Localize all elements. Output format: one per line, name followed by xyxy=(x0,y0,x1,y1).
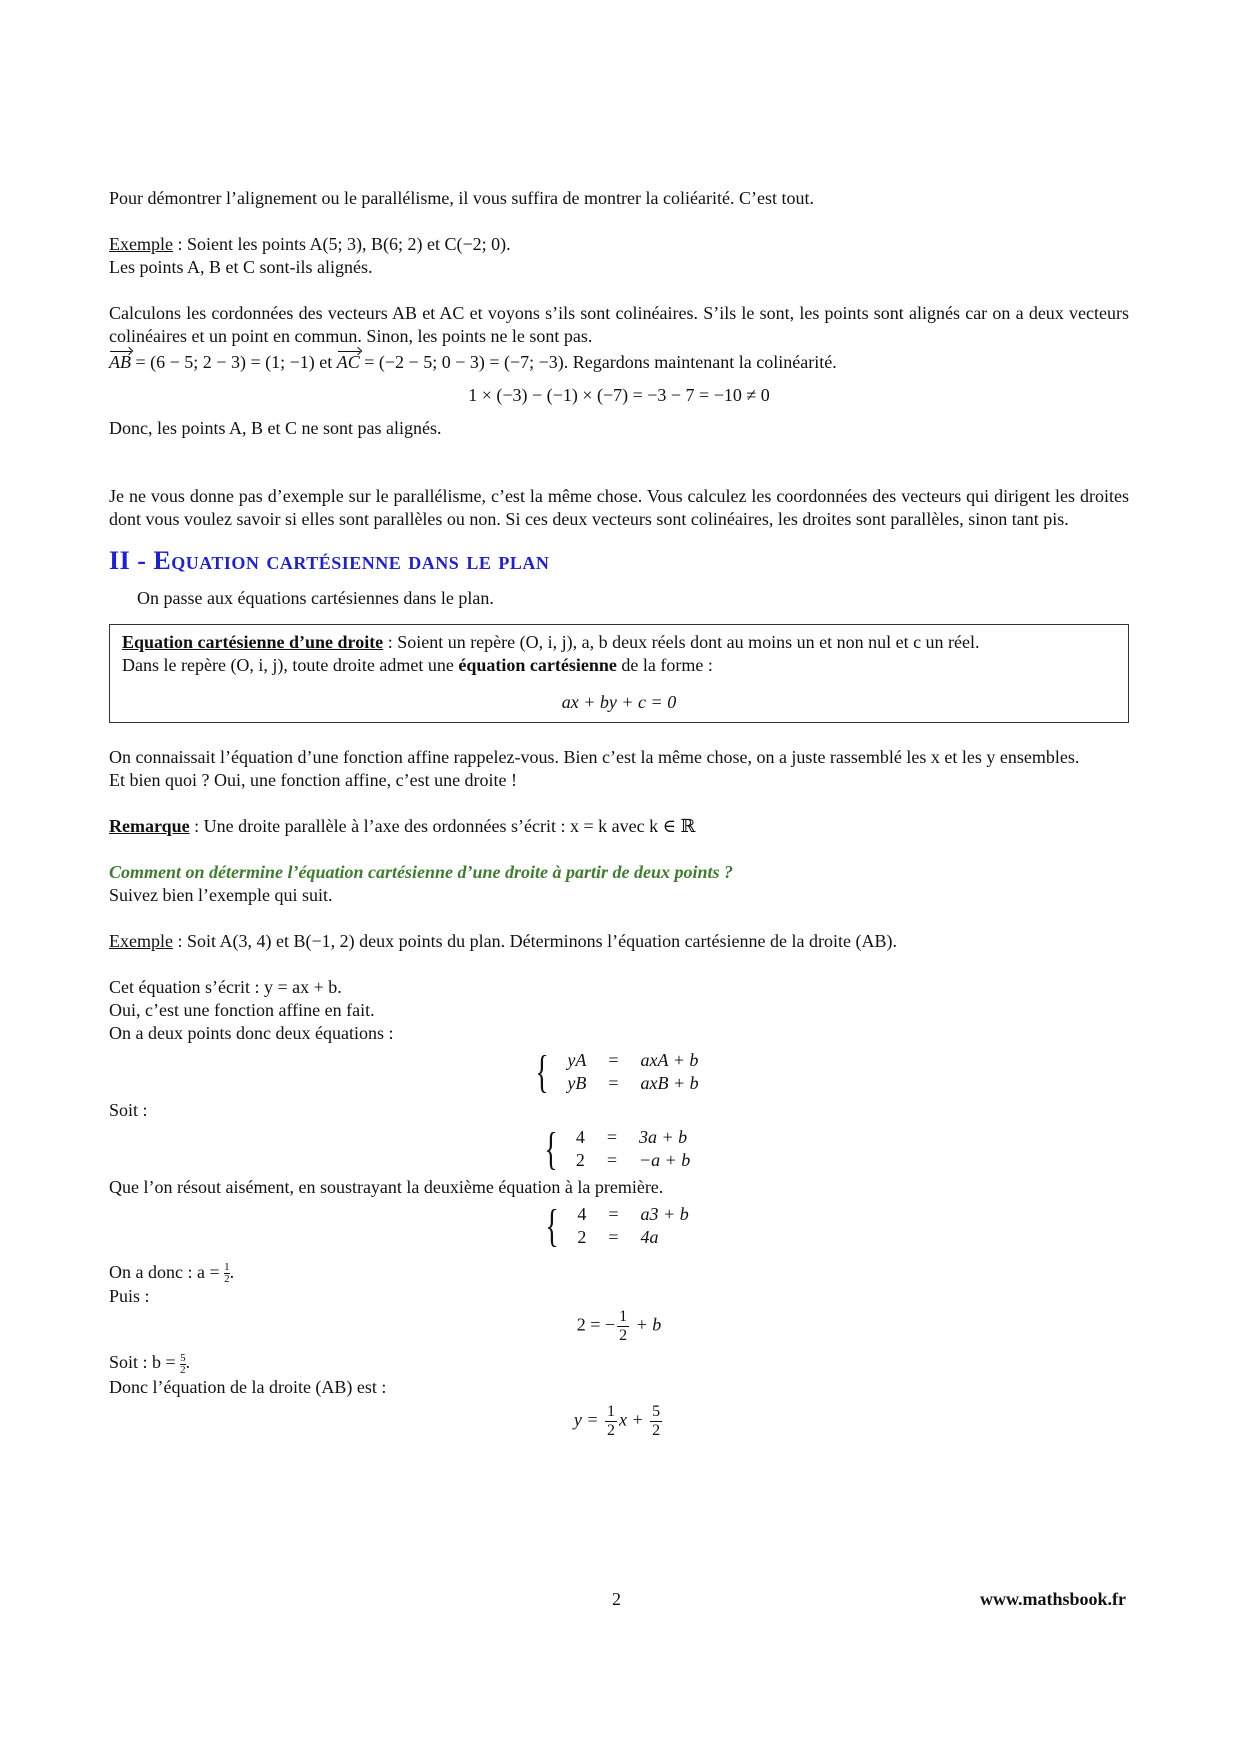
page-content xyxy=(109,187,1129,1440)
soit-line: Soit : xyxy=(109,1100,148,1120)
section-title: II - Equation cartésienne dans le plan xyxy=(109,546,550,575)
b-equation xyxy=(109,1308,1129,1345)
donc-a-text: On a donc : a = xyxy=(109,1262,225,1282)
sys1-r2-eq: = xyxy=(608,1073,619,1093)
sys1-r1-right: axA + b xyxy=(640,1050,699,1070)
a-num: 1 xyxy=(224,1261,230,1274)
vector-ac: AC xyxy=(337,348,360,371)
example2-l2: Oui, c’est une fonction affine en fait. xyxy=(109,1000,375,1020)
example1-line2: Les points A, B et C sont-ils alignés. xyxy=(109,257,373,277)
final-left: y = xyxy=(573,1409,603,1430)
final-den2: 2 xyxy=(652,1421,661,1439)
sys2-r2-right: −a + b xyxy=(638,1150,691,1170)
a-fraction xyxy=(224,1262,230,1285)
example2-l1: Cet équation s’écrit : y = ax + b. xyxy=(109,977,342,997)
question-heading: Comment on détermine l’équation cartésienne d’une droite à partir de deux points ? xyxy=(109,862,734,882)
definition-text2-end: de la forme : xyxy=(616,655,713,675)
final-fraction-2 xyxy=(650,1403,662,1440)
final-equation xyxy=(109,1403,1129,1440)
sys3-r2-left: 2 xyxy=(577,1227,587,1247)
sys1-r1-eq: = xyxy=(608,1050,619,1070)
sys1-r1-left: yA xyxy=(567,1050,587,1070)
sys2-r2-eq: = xyxy=(606,1150,617,1170)
intro-paragraph: Pour démontrer l’alignement ou le parallélisme, il vous suffira de montrer la coliéarité. C’est tout. xyxy=(109,188,814,208)
b-eq-right: + b xyxy=(631,1315,662,1335)
b-eq-fraction xyxy=(617,1308,629,1345)
system-2 xyxy=(109,1123,1129,1174)
section-intro: On passe aux équations cartésiennes dans le plan. xyxy=(137,588,494,608)
soit-b-text: Soit : b = xyxy=(109,1352,181,1373)
vector-ac-value: = (−2 − 5; 0 − 3) = (−7; −3). Regardons maintenant la colinéarité. xyxy=(359,352,837,372)
example2-label: Exemple xyxy=(109,931,173,951)
b-den: 2 xyxy=(180,1363,186,1376)
b-eq-den: 2 xyxy=(619,1327,628,1345)
sys3-r1-eq: = xyxy=(608,1204,619,1224)
example1-text: : Soient les points A(5; 3), B(6; 2) et C(−2; 0). xyxy=(172,234,511,254)
example2-l3: On a deux points donc deux équations : xyxy=(109,1023,394,1043)
donc-eq-line: Donc l’équation de la droite (AB) est : xyxy=(109,1376,387,1397)
a-den: 2 xyxy=(224,1273,230,1286)
sys1-r2-left: yB xyxy=(567,1073,587,1093)
sys3-r2-right: 4a xyxy=(640,1227,659,1247)
final-num2: 5 xyxy=(652,1402,661,1420)
example2-line xyxy=(109,930,1129,953)
sys2-r2-left: 2 xyxy=(575,1150,585,1170)
b-eq-left: 2 = − xyxy=(576,1315,616,1335)
final-den1: 2 xyxy=(607,1421,615,1439)
definition-bold: équation cartésienne xyxy=(458,655,617,675)
puis-line: Puis : xyxy=(109,1286,150,1307)
vector-ab-value: = (6 − 5; 2 − 3) = (1; −1) et xyxy=(131,352,337,372)
brace-icon: { xyxy=(545,1200,559,1251)
sys3-r2-eq: = xyxy=(608,1227,619,1247)
vector-ab: AB xyxy=(109,348,131,371)
final-mid: x + xyxy=(619,1409,649,1430)
sys2-r1-eq: = xyxy=(606,1127,617,1147)
system-3 xyxy=(109,1200,1129,1251)
sys2-r1-right: 3a + b xyxy=(638,1127,688,1147)
final-num1: 1 xyxy=(607,1402,615,1420)
parallel-paragraph: Je ne vous donne pas d’exemple sur le parallélisme, c’est la même chose. Vous calculez les coordonnées des vecteurs qui dirigent les droites dont vous voulez savoir si elles sont parallèles ou non. Si ces deux vecteurs sont colinéaires, les droites sont parallèles, sinon tant pis. xyxy=(109,486,1129,529)
definition-line1 xyxy=(122,631,1116,654)
remark-text: : Une droite parallèle à l’axe des ordonnées s’écrit : x = k avec k ∈ ℝ xyxy=(189,816,696,836)
site-link[interactable]: www.mathsbook.fr xyxy=(979,1589,1126,1609)
b-num: 5 xyxy=(180,1351,186,1364)
sys3-r1-right: a3 + b xyxy=(640,1204,689,1224)
sys1-r2-right: axB + b xyxy=(640,1073,699,1093)
affine-paragraph: On connaissait l’équation d’une fonction affine rappelez-vous. Bien c’est la même chose, on a juste rassemblé les x et les y ensembles. xyxy=(109,747,1080,767)
example1-label: Exemple xyxy=(109,234,173,254)
example1-vectors-line xyxy=(109,348,1129,374)
b-eq-num: 1 xyxy=(619,1308,628,1326)
brace-icon: { xyxy=(535,1046,549,1097)
definition-line2 xyxy=(122,654,1116,677)
remark-label: Remarque xyxy=(109,816,190,836)
definition-term: Equation cartésienne d’une droite xyxy=(122,632,384,652)
definition-formula: ax + by + c = 0 xyxy=(561,692,677,712)
page-footer xyxy=(0,1588,1239,1618)
b-fraction xyxy=(180,1353,186,1376)
sys2-r1-left: 4 xyxy=(575,1127,585,1147)
resolve-line: Que l’on résout aisément, en soustrayant la deuxième équation à la première. xyxy=(109,1177,664,1197)
example1-line1 xyxy=(109,233,1129,256)
remark-line xyxy=(109,815,1129,838)
final-fraction-1 xyxy=(605,1403,617,1440)
example1-conclusion: Donc, les points A, B et C ne sont pas alignés. xyxy=(109,418,442,438)
definition-box xyxy=(109,624,1129,723)
definition-text2: Dans le repère (O, i, j), toute droite admet une xyxy=(122,655,459,675)
definition-text1: : Soient un repère (O, i, j), a, b deux réels dont au moins un et non nul et c un réel. xyxy=(383,632,980,652)
colinearity-formula: 1 × (−3) − (−1) × (−7) = −3 − 7 = −10 ≠ 0 xyxy=(468,385,770,405)
soit-b-line: Soit : b = $\frac{5}{2}$ . xyxy=(109,1351,191,1376)
example1-paragraph: Calculons les cordonnées des vecteurs AB et AC et voyons s’ils sont colinéaires. S’ils le sont, les points sont alignés car on a deux vecteurs colinéaires et un point en commun. Sinon, les points ne le sont pas. xyxy=(109,303,1129,346)
follow-line: Suivez bien l’exemple qui suit. xyxy=(109,885,333,905)
brace-icon: { xyxy=(544,1123,558,1174)
example2-text: : Soit A(3, 4) et B(−1, 2) deux points du plan. Déterminons l’équation cartésienne de la droite (AB). xyxy=(172,931,897,951)
system-1 xyxy=(109,1046,1129,1097)
sys3-r1-left: 4 xyxy=(577,1204,587,1224)
donc-a-line: On a donc : a = $\frac{1}{2}$ . xyxy=(109,1261,235,1286)
page-number: 2 xyxy=(612,1589,621,1609)
affine-line: Et bien quoi ? Oui, une fonction affine, c’est une droite ! xyxy=(109,770,518,790)
